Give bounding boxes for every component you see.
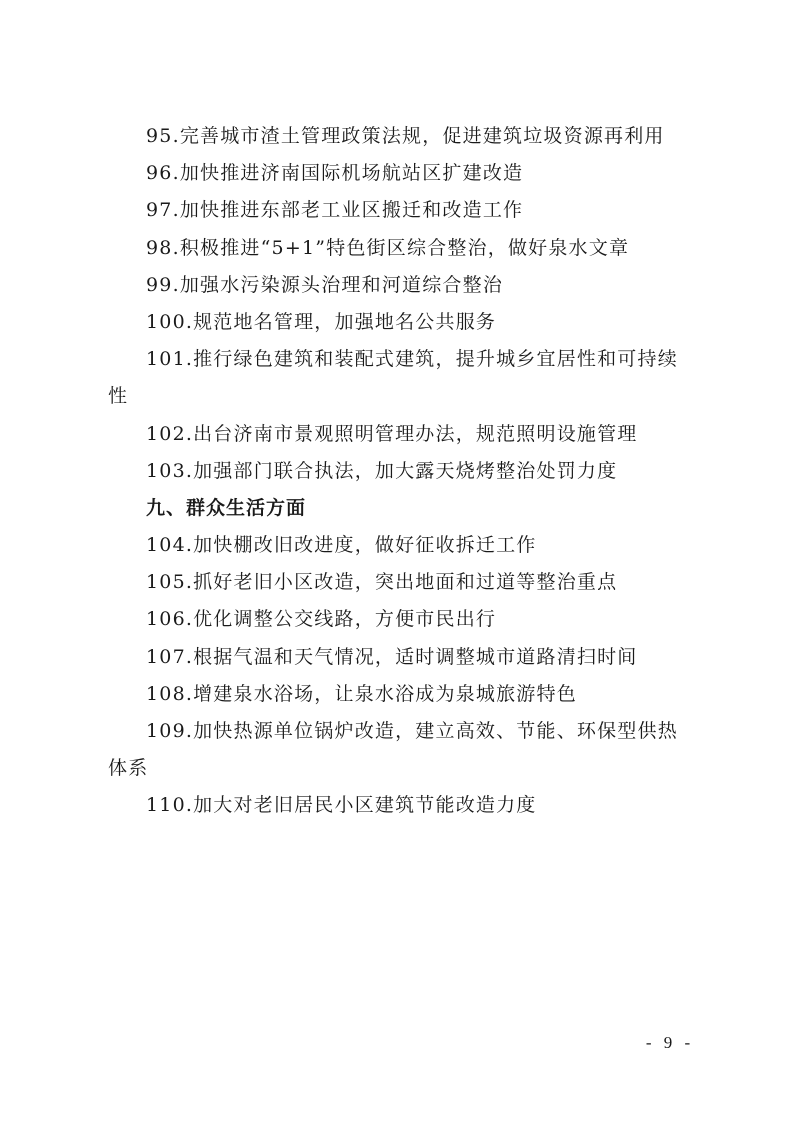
- list-item-108: 108.增建泉水浴场，让泉水浴成为泉城旅游特色: [146, 682, 577, 705]
- list-item-101: 101.推行绿色建筑和装配式建筑，提升城乡宜居性和可持续: [146, 348, 678, 371]
- list-item-105: 105.抓好老旧小区改造，突出地面和过道等整治重点: [146, 571, 618, 594]
- page-number: - 9 -: [645, 1033, 695, 1052]
- list-item-95: 95.完善城市渣土管理政策法规，促进建筑垃圾资源再利用: [146, 125, 665, 147]
- list-item-101-continuation: 性: [108, 385, 129, 408]
- list-item-96: 96.加快推进济南国际机场航站区扩建改造: [146, 162, 524, 185]
- list-item-100: 100.规范地名管理，加强地名公共服务: [146, 310, 497, 333]
- list-item-107: 107.根据气温和天气情况，适时调整城市道路清扫时间: [146, 645, 638, 668]
- list-item-109: 109.加快热源单位锅炉改造，建立高效、节能、环保型供热: [146, 720, 678, 742]
- list-item-106: 106.优化调整公交线路，方便市民出行: [146, 608, 497, 631]
- section-heading-9: 九、群众生活方面: [146, 496, 307, 519]
- list-item-99: 99.加强水污染源头治理和河道综合整治: [146, 273, 504, 296]
- list-item-97: 97.加快推进东部老工业区搬迁和改造工作: [146, 199, 524, 222]
- list-item-110: 110.加大对老旧居民小区建筑节能改造力度: [146, 794, 537, 817]
- list-item-104: 104.加快棚改旧改进度，做好征收拆迁工作: [146, 534, 537, 557]
- document-body: [108, 118, 698, 825]
- list-item-102: 102.出台济南市景观照明管理办法，规范照明设施管理: [146, 422, 638, 445]
- list-item-109-continuation: 体系: [108, 757, 149, 780]
- list-item-103: 103.加强部门联合执法，加大露天烧烤整治处罚力度: [146, 459, 618, 482]
- list-item-98: 98.积极推进“5+1”特色街区综合整治，做好泉水文章: [146, 236, 630, 259]
